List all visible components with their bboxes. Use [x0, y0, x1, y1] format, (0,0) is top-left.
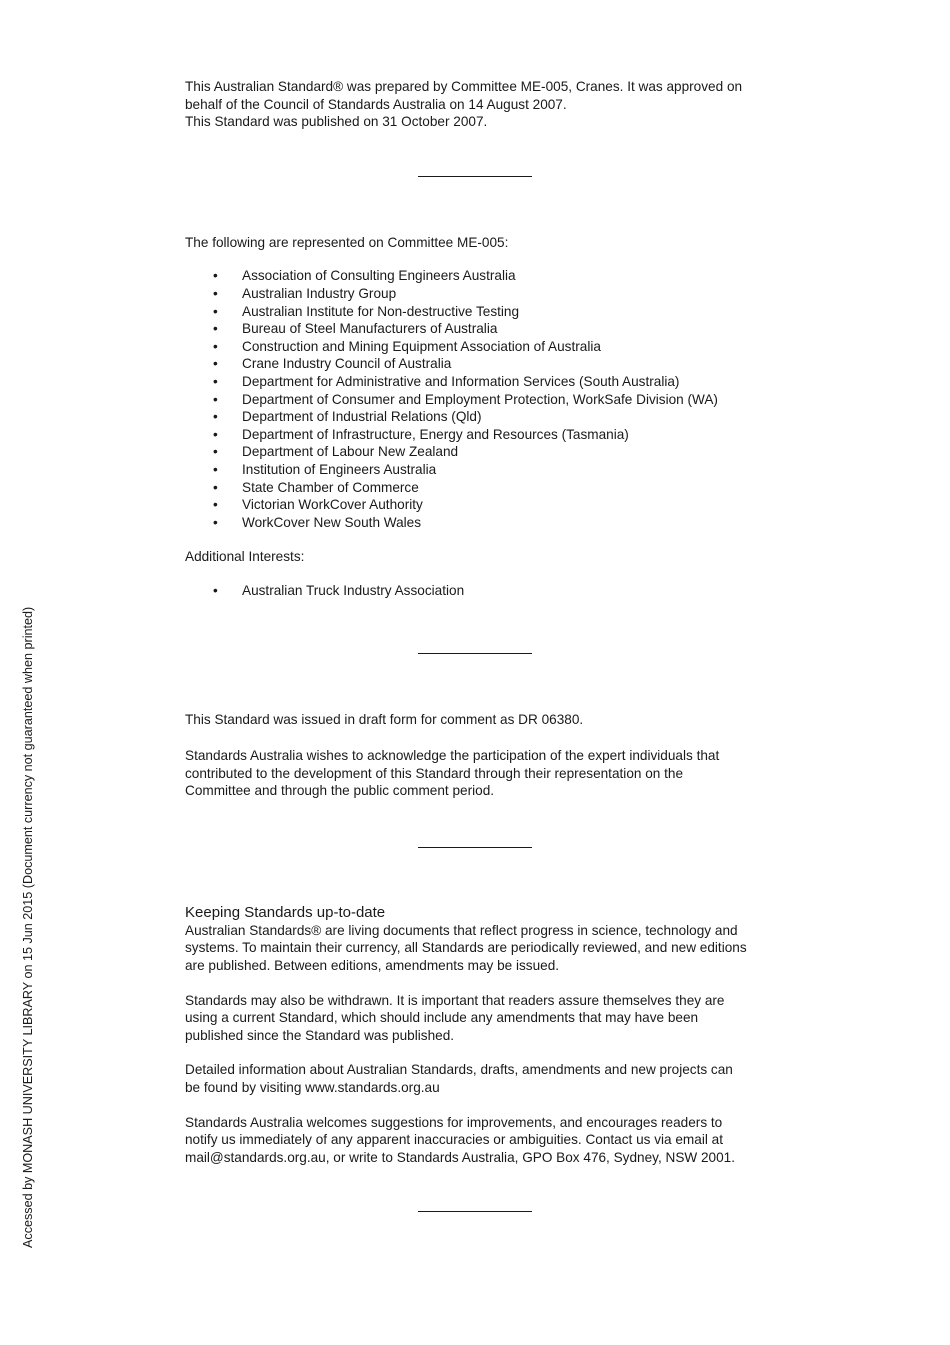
committee-member: Institution of Engineers Australia [242, 461, 437, 477]
paragraph-line: are published. Between editions, amendments may be issued. [185, 958, 560, 974]
committee-member: Department of Consumer and Employment Protection, WorkSafe Division (WA) [242, 391, 718, 407]
list-item [185, 355, 775, 373]
bullet-icon: • [213, 391, 218, 407]
paragraph-line: Australian Standards® are living documents that reflect progress in science, technology and [185, 922, 738, 938]
approval-statement [185, 78, 775, 131]
list-item [185, 267, 775, 285]
paragraph-line: published since the Standard was published. [185, 1027, 455, 1043]
committee-member: Department of Industrial Relations (Qld) [242, 409, 482, 425]
committee-member: Department for Administrative and Information Services (South Australia) [242, 373, 680, 389]
list-item [185, 391, 775, 409]
committee-member: Construction and Mining Equipment Association of Australia [242, 338, 601, 354]
bullet-icon: • [213, 356, 218, 372]
information-paragraph [185, 1061, 775, 1096]
list-item [185, 285, 775, 303]
committee-member: Crane Industry Council of Australia [242, 356, 452, 372]
additional-interests-label: Additional Interests: [185, 549, 305, 565]
list-item [185, 303, 775, 321]
bullet-icon: • [213, 268, 218, 284]
paragraph-line: Standards Australia welcomes suggestions for improvements, and encourages readers to [185, 1114, 723, 1130]
document-page [185, 78, 775, 1212]
list-item [185, 582, 775, 600]
bullet-icon: • [213, 409, 218, 425]
section-divider [418, 1211, 532, 1212]
committee-member: Department of Labour New Zealand [242, 444, 459, 460]
committee-member: Victorian WorkCover Authority [242, 497, 423, 513]
list-item [185, 426, 775, 444]
contact-paragraph [185, 1114, 775, 1167]
list-item [185, 373, 775, 391]
paragraph-line: be found by visiting www.standards.org.au [185, 1080, 440, 1095]
committee-member: Australian Industry Group [242, 285, 397, 301]
paragraph-line: notify us immediately of any apparent inaccuracies or ambiguities. Contact us via email at [185, 1132, 723, 1148]
list-item [185, 408, 775, 426]
committee-intro: The following are represented on Committee ME-005: [185, 234, 509, 250]
paragraph-line: Standards Australia wishes to acknowledge the participation of the expert individuals that [185, 748, 720, 764]
committee-member: Australian Institute for Non-destructive Testing [242, 303, 520, 319]
committee-member: Bureau of Steel Manufacturers of Australia [242, 321, 498, 337]
bullet-icon: • [213, 426, 218, 442]
list-item [185, 496, 775, 514]
publication-date-line: This Standard was published on 31 October 2007. [185, 114, 488, 130]
list-item [185, 479, 775, 497]
committee-member: State Chamber of Commerce [242, 479, 419, 495]
committee-member: Department of Infrastructure, Energy and Resources (Tasmania) [242, 426, 629, 442]
section-heading: Keeping Standards up-to-date [185, 903, 386, 921]
list-item [185, 338, 775, 356]
list-item [185, 443, 775, 461]
paragraph-line: mail@standards.org.au, or write to Standards Australia, GPO Box 476, Sydney, NSW 2001. [185, 1149, 736, 1165]
bullet-icon: • [213, 461, 218, 477]
paragraph-line: contributed to the development of this Standard through their representation on the [185, 765, 684, 781]
committee-member: Association of Consulting Engineers Australia [242, 268, 516, 284]
list-item [185, 461, 775, 479]
section-divider [418, 847, 532, 848]
paragraph-line: Standards may also be withdrawn. It is important that readers assure themselves they are [185, 992, 725, 1008]
approval-line: This Australian Standard® was prepared by Committee ME-005, Cranes. It was approved on [185, 79, 743, 94]
currency-paragraph [185, 922, 775, 975]
bullet-icon: • [213, 582, 218, 598]
bullet-icon: • [213, 373, 218, 389]
draft-issue-statement: This Standard was issued in draft form for comment as DR 06380. [185, 712, 584, 728]
section-divider [418, 653, 532, 654]
bullet-icon: • [213, 444, 218, 460]
withdrawal-paragraph [185, 992, 775, 1045]
paragraph-line: using a current Standard, which should include any amendments that may have been [185, 1010, 699, 1026]
acknowledgement-paragraph [185, 747, 775, 800]
paragraph-line: systems. To maintain their currency, all Standards are periodically reviewed, and new editions [185, 940, 747, 956]
bullet-icon: • [213, 479, 218, 495]
bullet-icon: • [213, 303, 218, 319]
additional-interest: Australian Truck Industry Association [242, 582, 465, 598]
bullet-icon: • [213, 338, 218, 354]
bullet-icon: • [213, 321, 218, 337]
paragraph-line: Detailed information about Australian Standards, drafts, amendments and new projects can [185, 1062, 733, 1078]
additional-interests-list [185, 582, 775, 600]
committee-member-list [185, 267, 775, 531]
list-item [185, 320, 775, 338]
bullet-icon: • [213, 285, 218, 301]
list-item [185, 514, 775, 532]
committee-member: WorkCover New South Wales [242, 514, 422, 530]
section-divider [418, 176, 532, 177]
approval-line: behalf of the Council of Standards Australia on 14 August 2007. [185, 96, 567, 112]
access-watermark: Accessed by MONASH UNIVERSITY LIBRARY on 15 Jun 2015 (Document currency not guaranteed when printed) [21, 606, 35, 1248]
paragraph-line: Committee and through the public comment period. [185, 783, 495, 799]
bullet-icon: • [213, 514, 218, 530]
bullet-icon: • [213, 497, 218, 513]
